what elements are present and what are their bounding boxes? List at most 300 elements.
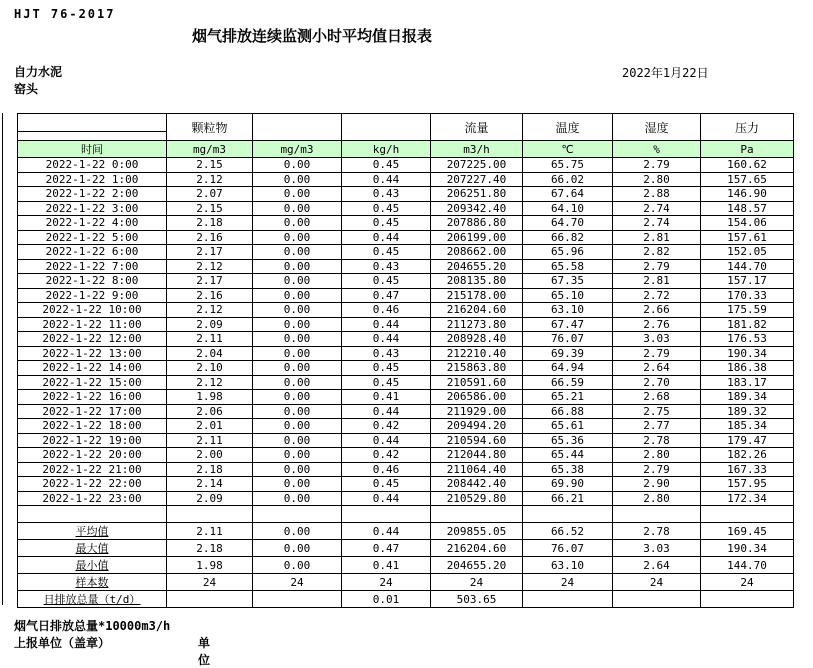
value-cell: 0.45 bbox=[342, 201, 431, 216]
value-cell: 179.47 bbox=[701, 433, 794, 448]
spacer-cell bbox=[18, 506, 167, 523]
value-cell: 0.44 bbox=[342, 491, 431, 506]
value-cell: 181.82 bbox=[701, 317, 794, 332]
value-cell: 1.98 bbox=[167, 557, 253, 574]
value-cell: 157.61 bbox=[701, 230, 794, 245]
pollutant-header-cell: 流量 bbox=[431, 114, 523, 141]
table-row bbox=[18, 448, 794, 463]
value-cell: 172.34 bbox=[701, 491, 794, 506]
value-cell: 206199.00 bbox=[431, 230, 523, 245]
value-cell: 209494.20 bbox=[431, 419, 523, 434]
pollutant-header-cell: 湿度 bbox=[613, 114, 701, 141]
table-row bbox=[18, 216, 794, 231]
value-cell: 0.00 bbox=[253, 557, 342, 574]
value-cell: 2.11 bbox=[167, 433, 253, 448]
header-corner-cell bbox=[18, 114, 167, 141]
value-cell: 0.44 bbox=[342, 332, 431, 347]
spacer-cell bbox=[431, 506, 523, 523]
value-cell: 0.00 bbox=[253, 172, 342, 187]
value-cell: 210591.60 bbox=[431, 375, 523, 390]
value-cell: 0.00 bbox=[253, 404, 342, 419]
value-cell: 2.18 bbox=[167, 540, 253, 557]
value-cell: 0.00 bbox=[253, 303, 342, 318]
time-cell: 2022-1-22 0:00 bbox=[18, 158, 167, 173]
time-cell: 2022-1-22 3:00 bbox=[18, 201, 167, 216]
value-cell: 2.72 bbox=[613, 288, 701, 303]
value-cell: 64.10 bbox=[523, 201, 613, 216]
value-cell: 157.17 bbox=[701, 274, 794, 289]
spacer-row bbox=[18, 506, 794, 523]
value-cell: 0.45 bbox=[342, 245, 431, 260]
value-cell: 2.88 bbox=[613, 187, 701, 202]
summary-row bbox=[18, 591, 794, 608]
value-cell: 0.00 bbox=[253, 230, 342, 245]
value-cell: 207227.40 bbox=[431, 172, 523, 187]
time-cell: 2022-1-22 6:00 bbox=[18, 245, 167, 260]
value-cell: 0.41 bbox=[342, 557, 431, 574]
spacer-cell bbox=[167, 506, 253, 523]
value-cell: 189.34 bbox=[701, 390, 794, 405]
value-cell: 0.00 bbox=[253, 274, 342, 289]
value-cell: 2.74 bbox=[613, 201, 701, 216]
value-cell: 66.52 bbox=[523, 523, 613, 540]
table-row bbox=[18, 274, 794, 289]
value-cell: 65.38 bbox=[523, 462, 613, 477]
value-cell: 69.90 bbox=[523, 477, 613, 492]
value-cell: 175.59 bbox=[701, 303, 794, 318]
value-cell: 211064.40 bbox=[431, 462, 523, 477]
value-cell: 3.03 bbox=[613, 332, 701, 347]
value-cell: 0.43 bbox=[342, 259, 431, 274]
unit-header-cell: mg/m3 bbox=[167, 141, 253, 158]
unit-header-cell: kg/h bbox=[342, 141, 431, 158]
table-row bbox=[18, 288, 794, 303]
value-cell: 206251.80 bbox=[431, 187, 523, 202]
value-cell: 2.18 bbox=[167, 462, 253, 477]
value-cell: 2.64 bbox=[613, 557, 701, 574]
value-cell: 208442.40 bbox=[431, 477, 523, 492]
company-name: 自力水泥 bbox=[14, 65, 63, 79]
value-cell: 182.26 bbox=[701, 448, 794, 463]
value-cell: 144.70 bbox=[701, 557, 794, 574]
value-cell: 2.01 bbox=[167, 419, 253, 434]
value-cell: 0.00 bbox=[253, 390, 342, 405]
value-cell: 24 bbox=[431, 574, 523, 591]
value-cell: 65.21 bbox=[523, 390, 613, 405]
value-cell: 169.45 bbox=[701, 523, 794, 540]
value-cell bbox=[253, 591, 342, 608]
time-cell: 2022-1-22 5:00 bbox=[18, 230, 167, 245]
time-cell: 2022-1-22 19:00 bbox=[18, 433, 167, 448]
unit-header-cell: mg/m3 bbox=[253, 141, 342, 158]
value-cell: 2.11 bbox=[167, 332, 253, 347]
value-cell: 208662.00 bbox=[431, 245, 523, 260]
time-cell: 2022-1-22 23:00 bbox=[18, 491, 167, 506]
pollutant-header-cell: 压力 bbox=[701, 114, 794, 141]
value-cell: 0.00 bbox=[253, 201, 342, 216]
time-cell: 2022-1-22 7:00 bbox=[18, 259, 167, 274]
value-cell: 24 bbox=[613, 574, 701, 591]
value-cell: 0.44 bbox=[342, 172, 431, 187]
value-cell: 0.47 bbox=[342, 540, 431, 557]
header-blank-bottom bbox=[18, 132, 166, 140]
report-date: 2022年1月22日 bbox=[622, 66, 709, 80]
summary-label: 样本数 bbox=[18, 574, 167, 591]
value-cell: 215863.80 bbox=[431, 361, 523, 376]
value-cell: 0.00 bbox=[253, 346, 342, 361]
spacer-cell bbox=[253, 506, 342, 523]
value-cell: 2.17 bbox=[167, 274, 253, 289]
table-row bbox=[18, 158, 794, 173]
value-cell: 2.04 bbox=[167, 346, 253, 361]
value-cell: 206586.00 bbox=[431, 390, 523, 405]
value-cell: 2.14 bbox=[167, 477, 253, 492]
time-cell: 2022-1-22 18:00 bbox=[18, 419, 167, 434]
value-cell: 190.34 bbox=[701, 346, 794, 361]
value-cell: 67.64 bbox=[523, 187, 613, 202]
value-cell: 2.90 bbox=[613, 477, 701, 492]
value-cell: 2.75 bbox=[613, 404, 701, 419]
pollutant-header-cell: 颗粒物 bbox=[167, 114, 253, 141]
summary-label: 平均值 bbox=[18, 523, 167, 540]
value-cell: 215178.00 bbox=[431, 288, 523, 303]
value-cell: 167.33 bbox=[701, 462, 794, 477]
time-cell: 2022-1-22 20:00 bbox=[18, 448, 167, 463]
time-cell: 2022-1-22 11:00 bbox=[18, 317, 167, 332]
value-cell: 0.45 bbox=[342, 158, 431, 173]
value-cell: 2.79 bbox=[613, 346, 701, 361]
units-header-row bbox=[18, 141, 794, 158]
value-cell: 0.00 bbox=[253, 158, 342, 173]
time-cell: 2022-1-22 16:00 bbox=[18, 390, 167, 405]
unit-header-cell: % bbox=[613, 141, 701, 158]
summary-label: 日排放总量（t/d） bbox=[18, 591, 167, 608]
value-cell: 0.00 bbox=[253, 288, 342, 303]
value-cell: 0.00 bbox=[253, 216, 342, 231]
time-cell: 2022-1-22 10:00 bbox=[18, 303, 167, 318]
value-cell: 2.00 bbox=[167, 448, 253, 463]
value-cell: 211273.80 bbox=[431, 317, 523, 332]
value-cell: 0.42 bbox=[342, 419, 431, 434]
value-cell: 212044.80 bbox=[431, 448, 523, 463]
value-cell: 2.11 bbox=[167, 523, 253, 540]
value-cell: 0.00 bbox=[253, 491, 342, 506]
unit-header-cell: m3/h bbox=[431, 141, 523, 158]
time-cell: 2022-1-22 1:00 bbox=[18, 172, 167, 187]
value-cell: 2.64 bbox=[613, 361, 701, 376]
value-cell: 66.59 bbox=[523, 375, 613, 390]
value-cell: 157.65 bbox=[701, 172, 794, 187]
value-cell: 0.42 bbox=[342, 448, 431, 463]
value-cell: 210594.60 bbox=[431, 433, 523, 448]
spacer-cell bbox=[342, 506, 431, 523]
table-row bbox=[18, 375, 794, 390]
value-cell: 2.09 bbox=[167, 491, 253, 506]
value-cell: 2.12 bbox=[167, 172, 253, 187]
time-cell: 2022-1-22 14:00 bbox=[18, 361, 167, 376]
summary-label: 最小值 bbox=[18, 557, 167, 574]
value-cell: 0.44 bbox=[342, 404, 431, 419]
value-cell: 2.76 bbox=[613, 317, 701, 332]
value-cell: 0.43 bbox=[342, 187, 431, 202]
doc-code: HJT 76-2017 bbox=[14, 7, 116, 21]
value-cell: 0.00 bbox=[253, 259, 342, 274]
value-cell: 2.79 bbox=[613, 259, 701, 274]
value-cell: 64.94 bbox=[523, 361, 613, 376]
value-cell: 2.80 bbox=[613, 172, 701, 187]
time-cell: 2022-1-22 21:00 bbox=[18, 462, 167, 477]
value-cell: 0.00 bbox=[253, 375, 342, 390]
value-cell: 65.36 bbox=[523, 433, 613, 448]
value-cell: 0.47 bbox=[342, 288, 431, 303]
value-cell: 0.45 bbox=[342, 477, 431, 492]
value-cell: 66.02 bbox=[523, 172, 613, 187]
value-cell: 170.33 bbox=[701, 288, 794, 303]
value-cell: 0.00 bbox=[253, 187, 342, 202]
unit-header-cell: Pa bbox=[701, 141, 794, 158]
time-cell: 2022-1-22 2:00 bbox=[18, 187, 167, 202]
value-cell: 66.88 bbox=[523, 404, 613, 419]
value-cell: 0.00 bbox=[253, 332, 342, 347]
value-cell: 2.12 bbox=[167, 259, 253, 274]
summary-row bbox=[18, 557, 794, 574]
value-cell bbox=[167, 591, 253, 608]
table-row bbox=[18, 303, 794, 318]
value-cell: 212210.40 bbox=[431, 346, 523, 361]
table-row bbox=[18, 332, 794, 347]
spacer-cell bbox=[523, 506, 613, 523]
value-cell: 2.70 bbox=[613, 375, 701, 390]
value-cell: 146.90 bbox=[701, 187, 794, 202]
time-cell: 2022-1-22 9:00 bbox=[18, 288, 167, 303]
monitoring-point-name: 窑头 bbox=[14, 82, 39, 96]
value-cell: 208135.80 bbox=[431, 274, 523, 289]
value-cell: 207886.80 bbox=[431, 216, 523, 231]
value-cell bbox=[613, 591, 701, 608]
spacer-cell bbox=[701, 506, 794, 523]
table-row bbox=[18, 404, 794, 419]
value-cell: 2.17 bbox=[167, 245, 253, 260]
value-cell: 189.32 bbox=[701, 404, 794, 419]
table-row bbox=[18, 462, 794, 477]
value-cell: 2.09 bbox=[167, 317, 253, 332]
value-cell: 0.01 bbox=[342, 591, 431, 608]
value-cell: 0.46 bbox=[342, 462, 431, 477]
value-cell: 2.66 bbox=[613, 303, 701, 318]
summary-row bbox=[18, 540, 794, 557]
value-cell: 2.15 bbox=[167, 158, 253, 173]
value-cell: 65.96 bbox=[523, 245, 613, 260]
value-cell: 154.06 bbox=[701, 216, 794, 231]
summary-row bbox=[18, 523, 794, 540]
time-cell: 2022-1-22 17:00 bbox=[18, 404, 167, 419]
value-cell: 160.62 bbox=[701, 158, 794, 173]
value-cell: 190.34 bbox=[701, 540, 794, 557]
value-cell: 67.35 bbox=[523, 274, 613, 289]
value-cell: 69.39 bbox=[523, 346, 613, 361]
table-row bbox=[18, 491, 794, 506]
value-cell: 2.82 bbox=[613, 245, 701, 260]
value-cell: 0.45 bbox=[342, 274, 431, 289]
page-title: 烟气排放连续监测小时平均值日报表 bbox=[191, 27, 432, 45]
table-row bbox=[18, 230, 794, 245]
value-cell: 2.10 bbox=[167, 361, 253, 376]
value-cell: 24 bbox=[523, 574, 613, 591]
time-cell: 2022-1-22 15:00 bbox=[18, 375, 167, 390]
report-unit-label: 上报单位（盖章） bbox=[14, 636, 111, 650]
table-row bbox=[18, 259, 794, 274]
value-cell: 2.16 bbox=[167, 230, 253, 245]
value-cell: 2.07 bbox=[167, 187, 253, 202]
value-cell: 2.79 bbox=[613, 462, 701, 477]
value-cell: 0.44 bbox=[342, 523, 431, 540]
value-cell: 3.03 bbox=[613, 540, 701, 557]
value-cell: 0.00 bbox=[253, 477, 342, 492]
value-cell: 204655.20 bbox=[431, 557, 523, 574]
value-cell: 204655.20 bbox=[431, 259, 523, 274]
value-cell: 185.34 bbox=[701, 419, 794, 434]
value-cell: 2.78 bbox=[613, 523, 701, 540]
value-cell: 157.95 bbox=[701, 477, 794, 492]
time-header-cell: 时间 bbox=[18, 141, 167, 158]
time-cell: 2022-1-22 13:00 bbox=[18, 346, 167, 361]
value-cell: 183.17 bbox=[701, 375, 794, 390]
value-cell: 2.79 bbox=[613, 158, 701, 173]
value-cell: 0.00 bbox=[253, 361, 342, 376]
pollutant-header-cell: 温度 bbox=[523, 114, 613, 141]
value-cell: 2.12 bbox=[167, 303, 253, 318]
value-cell: 2.06 bbox=[167, 404, 253, 419]
value-cell: 0.00 bbox=[253, 462, 342, 477]
value-cell: 2.68 bbox=[613, 390, 701, 405]
pollutant-header-row bbox=[18, 114, 794, 141]
value-cell: 0.00 bbox=[253, 448, 342, 463]
value-cell: 66.82 bbox=[523, 230, 613, 245]
value-cell: 0.00 bbox=[253, 317, 342, 332]
value-cell: 24 bbox=[342, 574, 431, 591]
table-row bbox=[18, 317, 794, 332]
value-cell: 0.00 bbox=[253, 540, 342, 557]
table-row bbox=[18, 201, 794, 216]
flow-total-footnote: 烟气日排放总量*10000m3/h bbox=[14, 619, 171, 633]
table-row bbox=[18, 172, 794, 187]
table-row bbox=[18, 361, 794, 376]
spacer-cell bbox=[613, 506, 701, 523]
pollutant-header-cell bbox=[342, 114, 431, 141]
table-row bbox=[18, 419, 794, 434]
unit-header-cell: ℃ bbox=[523, 141, 613, 158]
value-cell: 76.07 bbox=[523, 540, 613, 557]
value-cell: 211929.00 bbox=[431, 404, 523, 419]
value-cell: 65.61 bbox=[523, 419, 613, 434]
table-row bbox=[18, 390, 794, 405]
value-cell: 2.81 bbox=[613, 274, 701, 289]
value-cell: 0.44 bbox=[342, 230, 431, 245]
value-cell: 0.41 bbox=[342, 390, 431, 405]
value-cell: 210529.80 bbox=[431, 491, 523, 506]
value-cell: 0.46 bbox=[342, 303, 431, 318]
value-cell: 209855.05 bbox=[431, 523, 523, 540]
page-edge-line bbox=[2, 113, 3, 605]
report-table bbox=[17, 113, 794, 608]
value-cell: 65.44 bbox=[523, 448, 613, 463]
table-row bbox=[18, 187, 794, 202]
value-cell: 65.10 bbox=[523, 288, 613, 303]
time-cell: 2022-1-22 12:00 bbox=[18, 332, 167, 347]
value-cell: 186.38 bbox=[701, 361, 794, 376]
value-cell: 0.00 bbox=[253, 245, 342, 260]
summary-label: 最大值 bbox=[18, 540, 167, 557]
value-cell: 24 bbox=[253, 574, 342, 591]
value-cell: 2.12 bbox=[167, 375, 253, 390]
value-cell: 216204.60 bbox=[431, 540, 523, 557]
value-cell: 2.81 bbox=[613, 230, 701, 245]
value-cell: 67.47 bbox=[523, 317, 613, 332]
value-cell: 24 bbox=[701, 574, 794, 591]
unit-label: 单位 bbox=[198, 636, 211, 667]
value-cell: 2.15 bbox=[167, 201, 253, 216]
value-cell: 0.44 bbox=[342, 433, 431, 448]
value-cell: 209342.40 bbox=[431, 201, 523, 216]
value-cell bbox=[701, 591, 794, 608]
table-row bbox=[18, 245, 794, 260]
value-cell: 2.80 bbox=[613, 491, 701, 506]
time-cell: 2022-1-22 8:00 bbox=[18, 274, 167, 289]
value-cell: 65.58 bbox=[523, 259, 613, 274]
value-cell: 0.43 bbox=[342, 346, 431, 361]
value-cell: 144.70 bbox=[701, 259, 794, 274]
value-cell: 63.10 bbox=[523, 557, 613, 574]
value-cell bbox=[523, 591, 613, 608]
value-cell: 0.45 bbox=[342, 361, 431, 376]
value-cell: 1.98 bbox=[167, 390, 253, 405]
header-blank-top bbox=[18, 114, 166, 132]
value-cell: 0.00 bbox=[253, 433, 342, 448]
value-cell: 2.77 bbox=[613, 419, 701, 434]
value-cell: 2.16 bbox=[167, 288, 253, 303]
value-cell: 208928.40 bbox=[431, 332, 523, 347]
pollutant-header-cell bbox=[253, 114, 342, 141]
value-cell: 0.00 bbox=[253, 419, 342, 434]
value-cell: 2.78 bbox=[613, 433, 701, 448]
value-cell: 0.44 bbox=[342, 317, 431, 332]
value-cell: 2.80 bbox=[613, 448, 701, 463]
value-cell: 216204.60 bbox=[431, 303, 523, 318]
value-cell: 66.21 bbox=[523, 491, 613, 506]
footer-line bbox=[14, 634, 211, 667]
value-cell: 2.74 bbox=[613, 216, 701, 231]
value-cell: 503.65 bbox=[431, 591, 523, 608]
summary-row bbox=[18, 574, 794, 591]
value-cell: 207225.00 bbox=[431, 158, 523, 173]
value-cell: 176.53 bbox=[701, 332, 794, 347]
value-cell: 152.05 bbox=[701, 245, 794, 260]
value-cell: 0.45 bbox=[342, 216, 431, 231]
value-cell: 0.00 bbox=[253, 523, 342, 540]
table-row bbox=[18, 477, 794, 492]
value-cell: 63.10 bbox=[523, 303, 613, 318]
value-cell: 76.07 bbox=[523, 332, 613, 347]
time-cell: 2022-1-22 4:00 bbox=[18, 216, 167, 231]
time-cell: 2022-1-22 22:00 bbox=[18, 477, 167, 492]
table-row bbox=[18, 346, 794, 361]
table-row bbox=[18, 433, 794, 448]
value-cell: 65.75 bbox=[523, 158, 613, 173]
value-cell: 24 bbox=[167, 574, 253, 591]
value-cell: 0.45 bbox=[342, 375, 431, 390]
value-cell: 2.18 bbox=[167, 216, 253, 231]
value-cell: 64.70 bbox=[523, 216, 613, 231]
